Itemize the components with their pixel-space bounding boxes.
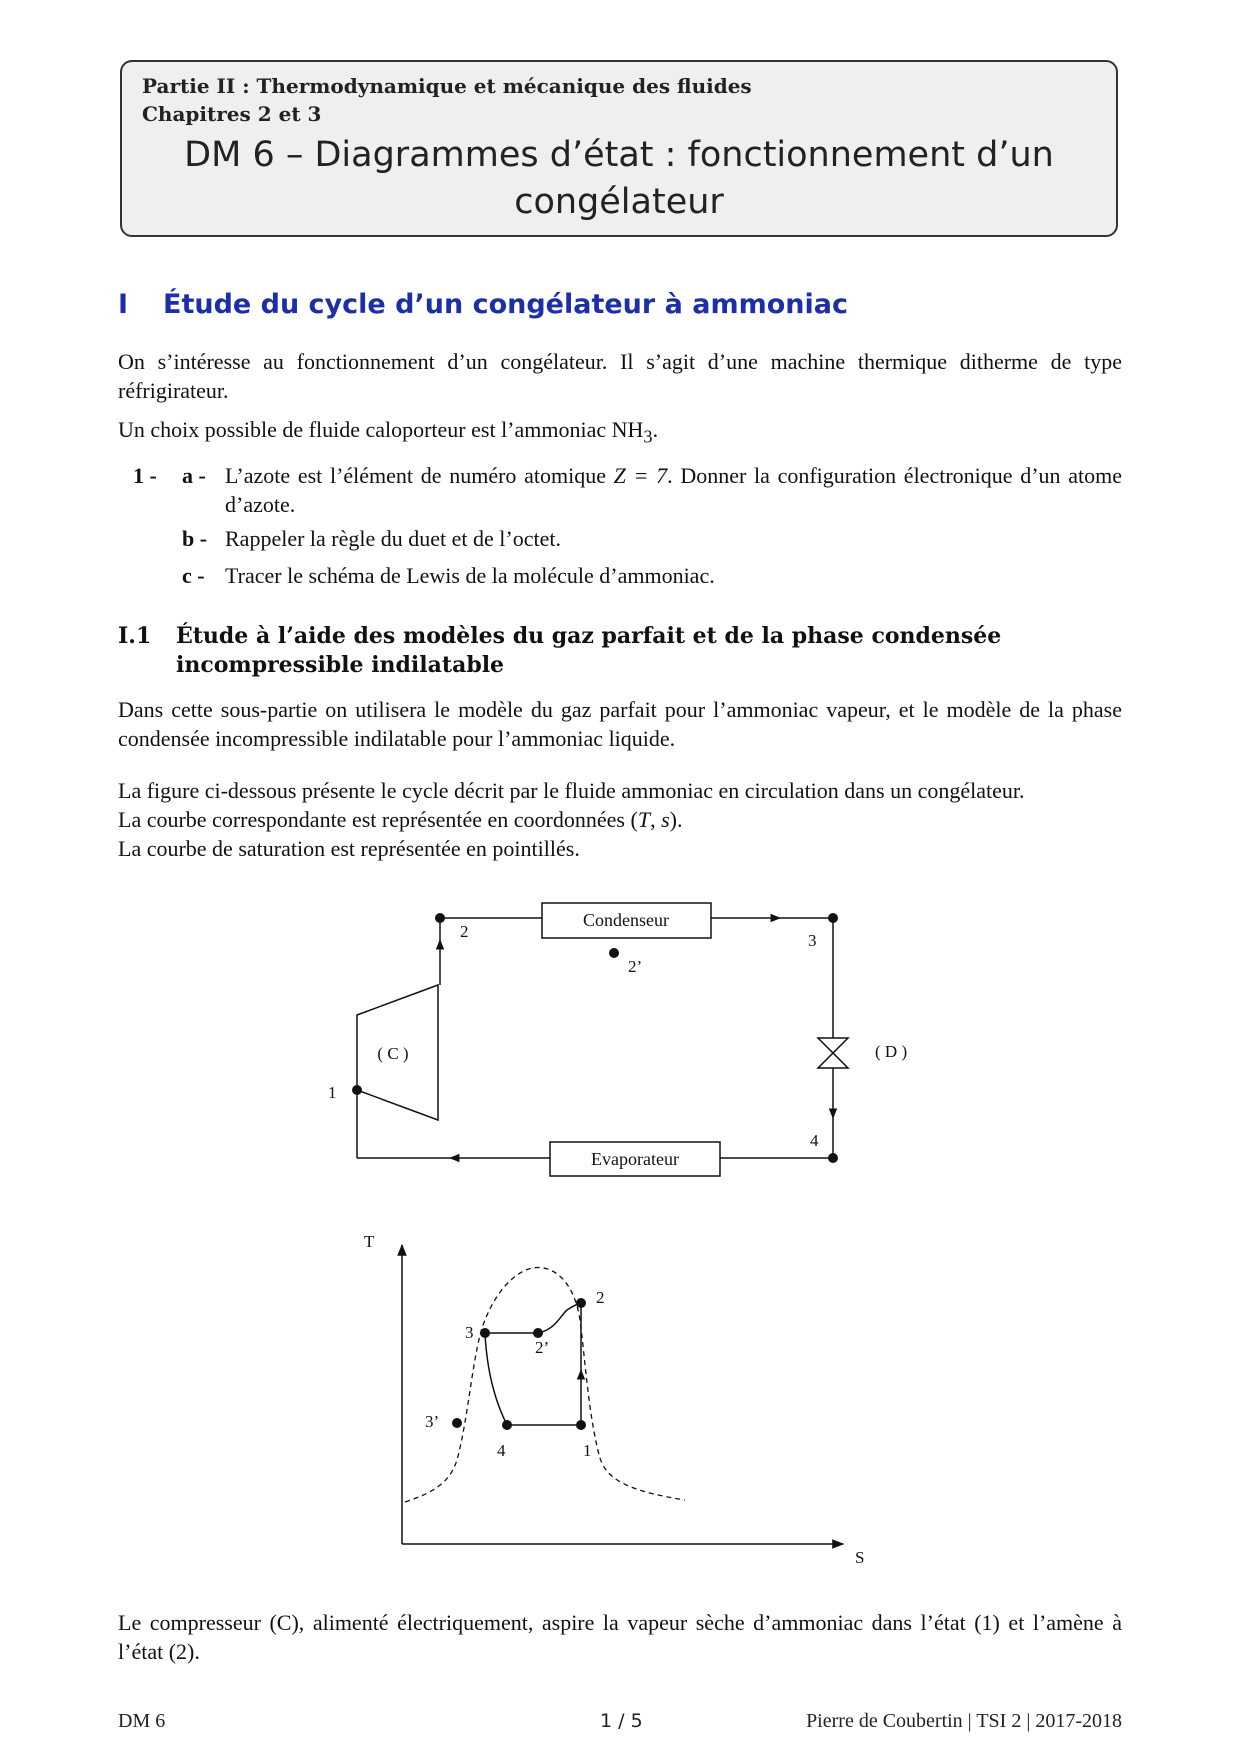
footer-right: Pierre de Coubertin | TSI 2 | 2017-2018 [806, 1710, 1122, 1732]
ts-label-4: 4 [497, 1441, 506, 1460]
expansion-valve-icon [818, 1038, 848, 1068]
ts-label-3: 3 [465, 1323, 474, 1342]
circuit-point-1 [352, 1085, 362, 1095]
line2-sep: , [650, 807, 662, 832]
ts-point-4 [502, 1420, 512, 1430]
circuit-point-3 [828, 913, 838, 923]
subsection-number: I.1 [118, 623, 152, 649]
part-title: Partie II : Thermodynamique et mécanique des fluides [142, 74, 752, 98]
coord-s: s [661, 807, 670, 832]
label-point-2: 2 [460, 922, 469, 941]
s-axis-label: S [855, 1548, 865, 1567]
footer-left: DM 6 [118, 1710, 166, 1732]
ts-label-2p: 2’ [535, 1338, 550, 1357]
ts-diagram [345, 1220, 875, 1585]
label-point-1: 1 [328, 1083, 337, 1102]
question-a-prefix: L’azote est l’élément de numéro atomique [225, 463, 614, 488]
model-paragraph: Dans cette sous-partie on utilisera le modèle du gaz parfait pour l’ammoniac vapeur, et le modèle de la phase condensée incompressible indilatable pour l’ammoniac liquide. [118, 697, 1122, 751]
ts-label-3p: 3’ [425, 1412, 440, 1431]
ts-label-1: 1 [583, 1441, 592, 1460]
ts-label-2: 2 [596, 1288, 605, 1307]
circuit-diagram [300, 880, 940, 1210]
label-point-3: 3 [808, 931, 817, 950]
header-box [120, 60, 1118, 237]
intro-p2-text: Un choix possible de fluide caloporteur est l’ammoniac NH [118, 417, 644, 442]
compressor-label: ( C ) [377, 1044, 409, 1063]
section-heading [118, 289, 848, 320]
intro-paragraph-1: On s’intéresse au fonctionnement d’un congélateur. Il s’agit d’une machine thermique ditherme de type réfrigirateur. [118, 349, 1122, 403]
question-c-letter: c - [182, 563, 205, 588]
figure-paragraph [118, 776, 1122, 863]
question-c-text: Tracer le schéma de Lewis de la molécule d’ammoniac. [225, 563, 715, 588]
coord-t: T [637, 807, 651, 832]
label-point-2p: 2’ [628, 957, 643, 976]
cycle-curve-2p-2 [538, 1303, 581, 1333]
document-title: DM 6 – Diagrammes d’état : fonctionnement d’un congélateur [184, 135, 1054, 222]
figure-paragraph-line3: La courbe de saturation est représentée en pointillés. [118, 836, 580, 861]
subsection-title: Étude à l’aide des modèles du gaz parfait et de la phase condensée incompressible indilatable [176, 623, 1002, 678]
intro-paragraph-2 [118, 415, 1122, 451]
figure-paragraph-line2 [118, 805, 1122, 834]
saturation-curve [405, 1268, 685, 1502]
condenser-label: Condenseur [583, 910, 669, 930]
circuit-point-2 [435, 913, 445, 923]
question-number: 1 - [133, 463, 157, 488]
circuit-point-2p [609, 948, 619, 958]
line2-suffix: ). [669, 807, 683, 832]
page-number: 1 / 5 [600, 1710, 643, 1732]
cycle-curve-3-4 [485, 1333, 507, 1425]
chapters-title: Chapitres 2 et 3 [142, 102, 322, 126]
question-b [182, 524, 1122, 553]
section-title: Étude du cycle d’un congélateur à ammoniac [163, 289, 848, 320]
ts-point-1 [576, 1420, 586, 1430]
question-c [182, 561, 1122, 590]
evaporator-label: Evaporateur [591, 1149, 679, 1169]
atomic-number-formula: Z = 7 [613, 463, 668, 488]
compressor-paragraph: Le compresseur (C), alimenté électriquement, aspire la vapeur sèche d’ammoniac dans l’état (1) et l’amène à l’état (2). [118, 1610, 1122, 1664]
t-axis-label: T [364, 1232, 375, 1251]
circuit-point-4 [828, 1153, 838, 1163]
line2-prefix: La courbe correspondante est représentée en coordonnées ( [118, 807, 638, 832]
question-a-text [225, 461, 1122, 519]
ts-point-2 [576, 1298, 586, 1308]
question-b-letter: b - [182, 526, 208, 551]
question-a-letter: a - [182, 463, 206, 488]
intro-p2-end: . [652, 417, 659, 442]
section-number: I [118, 289, 129, 320]
question-a [182, 461, 1122, 519]
question-a-suffix: . Donner la configuration électronique d’un atome d’azote. [225, 463, 1122, 517]
label-point-4: 4 [810, 1131, 819, 1150]
ts-point-3p [452, 1418, 462, 1428]
ts-point-3 [480, 1328, 490, 1338]
subsection-heading [118, 622, 1122, 680]
question-b-text: Rappeler la règle du duet et de l’octet. [225, 526, 561, 551]
valve-label: ( D ) [875, 1042, 908, 1061]
ts-point-2p [533, 1328, 543, 1338]
nh3-subscript: 3 [643, 426, 653, 447]
figure-paragraph-line1: La figure ci-dessous présente le cycle décrit par le fluide ammoniac en circulation dans un congélateur. [118, 778, 1025, 803]
